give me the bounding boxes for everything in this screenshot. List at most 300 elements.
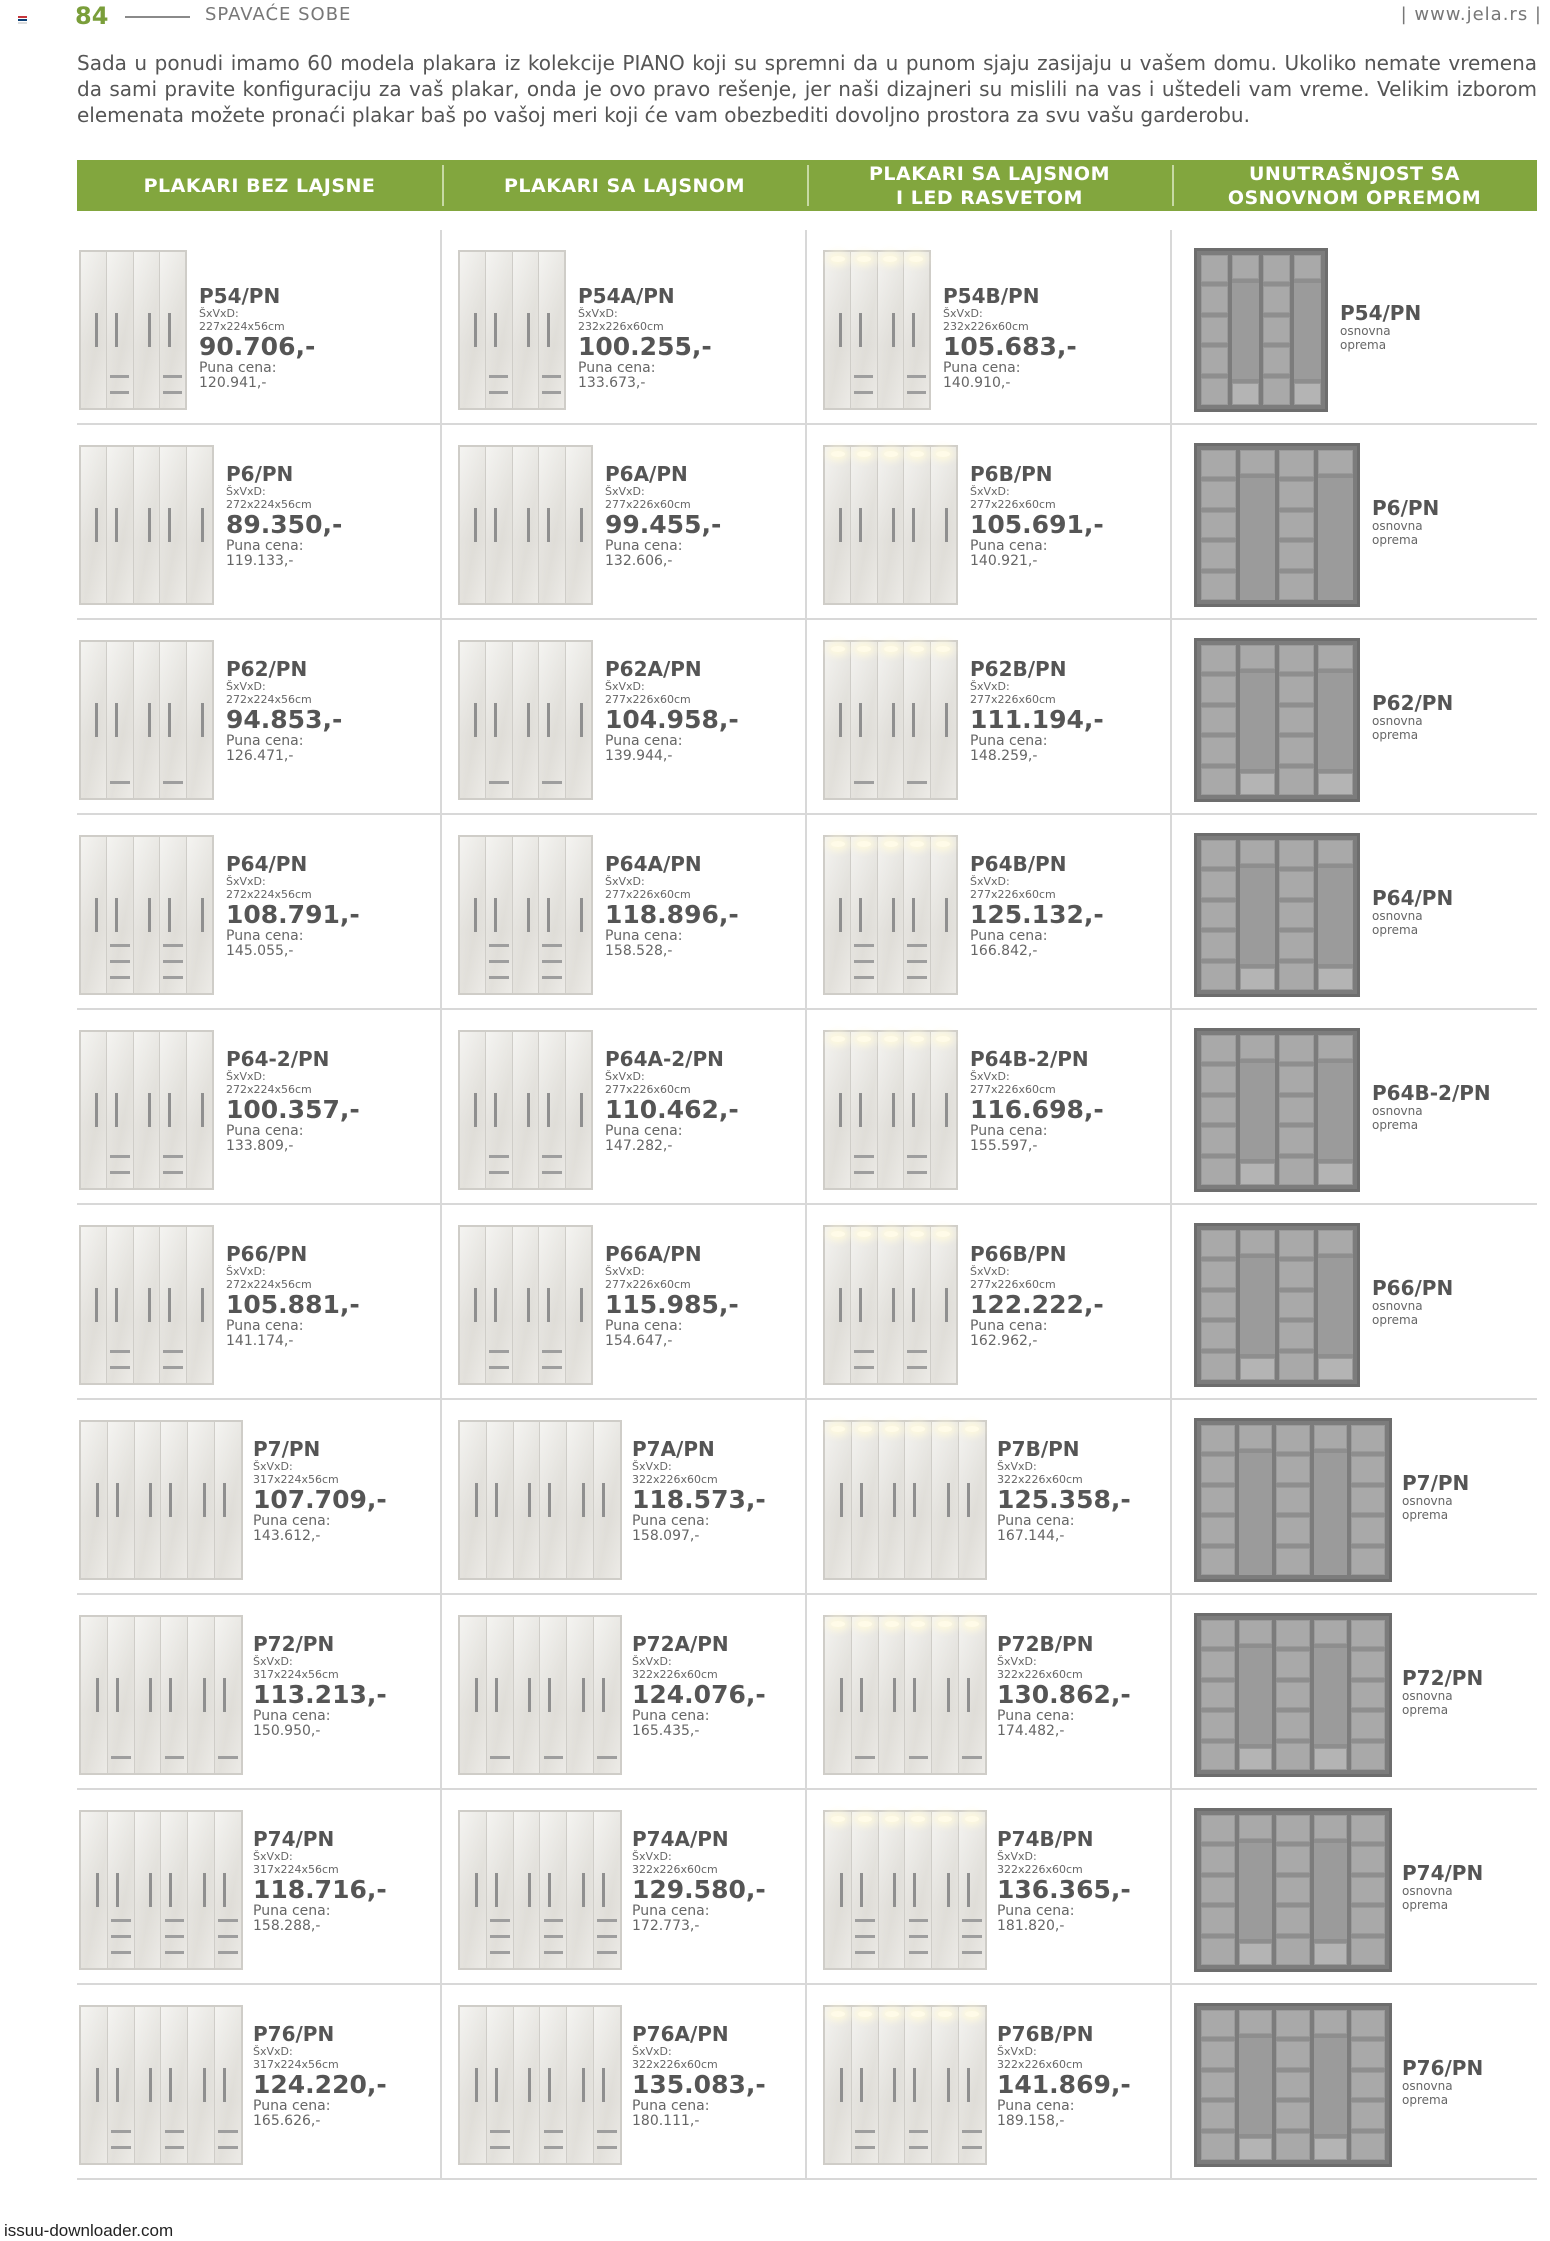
shelf: [1276, 1620, 1310, 1647]
wardrobe-door: [108, 1812, 135, 1968]
shelf: [1351, 1651, 1385, 1678]
led-light-icon: [858, 1621, 872, 1627]
drawer-handle: [855, 2130, 875, 2133]
drawer: [1240, 1163, 1275, 1185]
door-handle: [474, 313, 477, 347]
door-handle: [169, 2068, 172, 2102]
drawer-handle: [490, 1951, 510, 1954]
led-light-icon: [938, 1816, 952, 1822]
product-dimensions: 272x224x56cm: [226, 693, 312, 706]
wardrobe-door: [594, 1617, 620, 1773]
product-price: 100.255,-: [578, 332, 712, 361]
product-cell-led[interactable]: [807, 815, 1172, 1010]
shelf: [1276, 2102, 1310, 2129]
door-handle: [169, 1483, 172, 1517]
shelf-section: [1276, 1425, 1310, 1575]
wardrobe-door: [539, 1032, 565, 1188]
wardrobe-door: [566, 447, 591, 603]
shelf: [1201, 1261, 1236, 1288]
dims-label: ŠxVxD:: [226, 1265, 266, 1278]
drawer-handle: [110, 781, 129, 784]
door-handle: [967, 1678, 970, 1712]
product-cell-plain[interactable]: [77, 1595, 442, 1790]
shelf: [1201, 2010, 1235, 2037]
product-cell-interior[interactable]: [1172, 425, 1537, 620]
product-price: 99.455,-: [605, 510, 722, 539]
product-cell-interior[interactable]: [1172, 1205, 1537, 1400]
door-handle: [494, 1288, 497, 1322]
product-full-price: 181.820,-: [997, 1918, 1065, 1934]
product-cell-interior[interactable]: [1172, 620, 1537, 815]
drawer-handle: [544, 2146, 564, 2149]
drawer-handle: [490, 1756, 510, 1759]
drawer: [1318, 1358, 1353, 1380]
shelf: [1351, 1846, 1385, 1873]
interior-info: [1372, 1277, 1453, 1327]
door-handle: [580, 1093, 583, 1127]
shelf: [1279, 481, 1314, 508]
intro-paragraph: Sada u ponudi imamo 60 modela plakara iz kolekcije PIANO koji su spremni da u punom sjaju zasijaju u vašem domu. Ukoliko nemate vremena da sami pravite konfiguraciju za vaš plakar, onda je ovo pravo rešenje, jer naši dizajneri su mislili na vas i uštedeli vam vreme. Velikim izborom elemenata možete pronaći plakar baš po vašoj meri koji će vam obezbediti dovoljno prostora za svu vašu garderobu.: [77, 51, 1537, 127]
shelf: [1201, 255, 1228, 282]
hanging-section: [1314, 1620, 1348, 1770]
wardrobe-door: [825, 1227, 851, 1383]
product-price: 136.365,-: [997, 1875, 1131, 1904]
led-light-icon: [911, 1426, 925, 1432]
wardrobe-image: [823, 835, 958, 995]
wardrobe-door: [851, 837, 877, 993]
door-handle: [947, 2068, 950, 2102]
product-cell-plain[interactable]: [77, 1205, 442, 1400]
product-full-price: 148.259,-: [970, 748, 1038, 764]
product-cell-trim[interactable]: [442, 1205, 807, 1400]
drawer-handle: [962, 1951, 982, 1954]
wardrobe-door: [905, 1422, 932, 1578]
product-cell-trim[interactable]: [442, 1010, 807, 1205]
led-light-icon: [938, 1621, 952, 1627]
shelf: [1318, 1230, 1353, 1254]
shelf: [1351, 1456, 1385, 1483]
wardrobe-door: [566, 1227, 591, 1383]
door-handle: [95, 703, 98, 737]
product-code: P54B/PN: [943, 284, 1040, 308]
wardrobe-door: [959, 1617, 985, 1773]
drawer-handle: [489, 976, 508, 979]
hanging-section: [1314, 1425, 1348, 1575]
hanging-section: [1314, 1815, 1348, 1965]
shelf: [1279, 932, 1314, 959]
interior-image: [1194, 2003, 1392, 2167]
product-price: 118.573,-: [632, 1485, 766, 1514]
product-cell-interior[interactable]: [1172, 1400, 1537, 1595]
wardrobe-door: [108, 2007, 135, 2163]
product-price: 118.896,-: [605, 900, 739, 929]
wardrobe-door: [107, 837, 133, 993]
shelf: [1351, 2102, 1385, 2129]
product-info: [970, 1243, 1104, 1349]
shelf: [1351, 2041, 1385, 2068]
drawer-handle: [163, 781, 182, 784]
dims-label: ŠxVxD:: [943, 307, 983, 320]
wardrobe-door: [81, 1032, 107, 1188]
wardrobe-door: [540, 1422, 567, 1578]
door-handle: [474, 898, 477, 932]
wardrobe-door: [539, 252, 564, 408]
wardrobe-image: [823, 1225, 958, 1385]
equipment-label: osnovna: [1372, 1104, 1423, 1118]
door-handle: [169, 1678, 172, 1712]
door-handle: [892, 313, 895, 347]
shelf: [1314, 1620, 1348, 1644]
shelf: [1279, 645, 1314, 672]
equipment-label: oprema: [1340, 338, 1387, 352]
interior-image: [1194, 638, 1360, 802]
door-handle: [495, 1483, 498, 1517]
page-header: [0, 0, 1550, 40]
led-light-icon: [936, 841, 950, 847]
drawer: [1240, 968, 1275, 990]
shelf: [1239, 1815, 1273, 1839]
full-price-label: Puna cena:: [997, 1708, 1075, 1724]
dims-label: ŠxVxD:: [997, 1460, 1037, 1473]
door-handle: [892, 703, 895, 737]
shelf: [1276, 1456, 1310, 1483]
door-handle: [475, 1483, 478, 1517]
drawer-handle: [907, 944, 926, 947]
shelf: [1314, 1425, 1348, 1449]
door-handle: [947, 1483, 950, 1517]
product-full-price: 180.111,-: [632, 2113, 700, 2129]
wardrobe-door: [905, 1617, 932, 1773]
product-cell-interior[interactable]: [1172, 1790, 1537, 1985]
product-cell-interior[interactable]: [1172, 1985, 1537, 2180]
drawer-handle: [490, 2146, 510, 2149]
shelf: [1263, 317, 1290, 344]
product-cell-led[interactable]: [807, 1205, 1172, 1400]
led-light-icon: [831, 1231, 845, 1237]
door-handle: [495, 2068, 498, 2102]
door-handle: [582, 2068, 585, 2102]
product-cell-trim[interactable]: [442, 1400, 807, 1595]
shelf: [1279, 1353, 1314, 1380]
wardrobe-door: [851, 1227, 877, 1383]
product-price: 107.709,-: [253, 1485, 387, 1514]
shelf: [1201, 1815, 1235, 1842]
product-cell-plain[interactable]: [77, 425, 442, 620]
wardrobe-door: [460, 1617, 487, 1773]
wardrobe-door: [187, 837, 212, 993]
shelf: [1201, 1425, 1235, 1452]
door-handle: [859, 898, 862, 932]
full-price-label: Puna cena:: [605, 733, 683, 749]
led-light-icon: [965, 1621, 979, 1627]
interior-info: [1402, 2057, 1483, 2107]
wardrobe-door: [513, 1227, 539, 1383]
door-handle: [913, 2068, 916, 2102]
door-handle: [168, 1288, 171, 1322]
hanging-rail: [1314, 1648, 1348, 1744]
product-price: 124.220,-: [253, 2070, 387, 2099]
equipment-label: osnovna: [1402, 2079, 1453, 2093]
door-handle: [223, 2068, 226, 2102]
equipment-label: oprema: [1372, 1313, 1419, 1327]
wardrobe-door: [539, 837, 565, 993]
product-code: P6B/PN: [970, 462, 1053, 486]
product-price: 90.706,-: [199, 332, 316, 361]
product-cell-led[interactable]: [807, 1595, 1172, 1790]
drawer-handle: [218, 1951, 238, 1954]
product-full-price: 141.174,-: [226, 1333, 294, 1349]
shelf: [1351, 1907, 1385, 1934]
product-price: 135.083,-: [632, 2070, 766, 2099]
product-full-price: 120.941,-: [199, 375, 267, 391]
led-light-icon: [884, 646, 898, 652]
shelf: [1201, 1353, 1236, 1380]
wardrobe-door: [135, 1812, 162, 1968]
product-cell-trim[interactable]: [442, 1595, 807, 1790]
door-handle: [169, 1873, 172, 1907]
product-info: [943, 285, 1077, 391]
interior-code: P64B-2/PN: [1372, 1081, 1491, 1105]
site-url[interactable]: | www.jela.rs |: [1400, 4, 1542, 25]
product-cell-led[interactable]: [807, 425, 1172, 620]
product-info: [253, 2023, 387, 2129]
door-handle: [115, 313, 118, 347]
led-light-icon: [831, 1036, 845, 1042]
product-full-price: 119.133,-: [226, 553, 294, 569]
door-handle: [547, 313, 550, 347]
shelf: [1314, 2010, 1348, 2034]
product-dimensions: 232x226x60cm: [578, 320, 664, 333]
product-dimensions: 317x224x56cm: [253, 1668, 339, 1681]
door-handle: [148, 313, 151, 347]
product-cell-trim[interactable]: [442, 425, 807, 620]
shelf: [1201, 512, 1236, 539]
equipment-label: oprema: [1372, 533, 1419, 547]
product-cell-led[interactable]: [807, 1985, 1172, 2180]
product-price: 116.698,-: [970, 1095, 1104, 1124]
shelf: [1201, 645, 1236, 672]
shelf: [1201, 1097, 1236, 1124]
product-cell-trim[interactable]: [442, 230, 807, 425]
drawer-handle: [854, 1171, 873, 1174]
equipment-label: oprema: [1402, 1898, 1449, 1912]
door-handle: [527, 703, 530, 737]
full-price-label: Puna cena:: [970, 733, 1048, 749]
product-cell-plain[interactable]: [77, 230, 442, 425]
interior-info: [1402, 1472, 1469, 1522]
shelf-section: [1201, 2010, 1235, 2160]
product-cell-led[interactable]: [807, 1010, 1172, 1205]
wardrobe-door: [134, 252, 160, 408]
full-price-label: Puna cena:: [605, 1318, 683, 1334]
hanging-section: [1240, 450, 1275, 600]
shelf: [1351, 1487, 1385, 1514]
wardrobe-door: [932, 1422, 959, 1578]
shelf: [1279, 1322, 1314, 1349]
product-full-price: 126.471,-: [226, 748, 294, 764]
drawer-handle: [854, 960, 873, 963]
drawer-handle: [855, 1919, 875, 1922]
wardrobe-door: [904, 252, 929, 408]
door-handle: [149, 1483, 152, 1517]
wardrobe-door: [852, 2007, 879, 2163]
wardrobe-image: [79, 250, 187, 410]
product-cell-trim[interactable]: [442, 620, 807, 815]
product-cell-interior[interactable]: [1172, 230, 1537, 425]
product-cell-led[interactable]: [807, 1400, 1172, 1595]
led-light-icon: [858, 1816, 872, 1822]
door-handle: [892, 1288, 895, 1322]
product-code: P64A-2/PN: [605, 1047, 724, 1071]
product-info: [997, 1438, 1131, 1544]
wardrobe-image: [79, 1810, 243, 1970]
drawer-handle: [542, 944, 561, 947]
door-handle: [116, 1678, 119, 1712]
product-cell-trim[interactable]: [442, 1790, 807, 1985]
shelf: [1276, 1712, 1310, 1739]
drawer: [1318, 968, 1353, 990]
wardrobe-door: [851, 642, 877, 798]
product-info: [632, 1828, 766, 1934]
hanging-section: [1318, 840, 1353, 990]
product-cell-interior[interactable]: [1172, 1010, 1537, 1205]
product-grid: [77, 230, 1537, 2180]
product-cell-plain[interactable]: [77, 815, 442, 1010]
drawer: [1314, 2138, 1348, 2160]
drawer-handle: [544, 1935, 564, 1938]
product-cell-trim[interactable]: [442, 815, 807, 1010]
product-code: P72A/PN: [632, 1632, 729, 1656]
product-cell-led[interactable]: [807, 230, 1172, 425]
wardrobe-door: [460, 1227, 486, 1383]
wardrobe-door: [486, 1032, 512, 1188]
product-code: P66A/PN: [605, 1242, 702, 1266]
wardrobe-door: [931, 1227, 956, 1383]
equipment-label: oprema: [1372, 728, 1419, 742]
shelf-section: [1201, 1230, 1236, 1380]
door-handle: [840, 1873, 843, 1907]
equipment-label: oprema: [1402, 2093, 1449, 2107]
product-full-price: 145.055,-: [226, 943, 294, 959]
hanging-section: [1239, 2010, 1273, 2160]
hanging-rail: [1239, 1843, 1273, 1939]
drawer-handle: [907, 1366, 926, 1369]
door-handle: [494, 508, 497, 542]
product-cell-plain[interactable]: [77, 1985, 442, 2180]
product-cell-led[interactable]: [807, 620, 1172, 815]
wardrobe-image: [823, 445, 958, 605]
shelf: [1201, 1620, 1235, 1647]
door-handle: [168, 703, 171, 737]
drawer-handle: [489, 375, 508, 378]
hanging-section: [1239, 1620, 1273, 1770]
door-handle: [859, 703, 862, 737]
wardrobe-door: [825, 1032, 851, 1188]
drawer-handle: [907, 976, 926, 979]
product-dimensions: 277x226x60cm: [970, 888, 1056, 901]
wardrobe-door: [904, 642, 930, 798]
full-price-label: Puna cena:: [632, 1903, 710, 1919]
shelf: [1201, 450, 1236, 477]
wardrobe-door: [460, 642, 486, 798]
shelf: [1201, 840, 1236, 867]
drawer-handle: [597, 2130, 617, 2133]
drawer-handle: [542, 976, 561, 979]
drawer-handle: [909, 1935, 929, 1938]
wardrobe-door: [567, 2007, 594, 2163]
product-info: [632, 1633, 766, 1739]
door-handle: [474, 1093, 477, 1127]
full-price-label: Puna cena:: [253, 2098, 331, 2114]
led-light-icon: [831, 2011, 845, 2017]
drawer-handle: [854, 944, 873, 947]
product-cell-interior[interactable]: [1172, 815, 1537, 1010]
door-handle: [859, 508, 862, 542]
door-handle: [912, 313, 915, 347]
door-handle: [892, 898, 895, 932]
door-handle: [203, 1483, 206, 1517]
dims-label: ŠxVxD:: [997, 1655, 1037, 1668]
product-cell-led[interactable]: [807, 1790, 1172, 1985]
dims-label: ŠxVxD:: [997, 1850, 1037, 1863]
door-handle: [201, 898, 204, 932]
wardrobe-door: [513, 642, 539, 798]
door-handle: [839, 1093, 842, 1127]
wardrobe-image: [458, 1225, 593, 1385]
product-price: 105.881,-: [226, 1290, 360, 1319]
wardrobe-image: [823, 1615, 987, 1775]
shelf: [1276, 1651, 1310, 1678]
wardrobe-door: [904, 447, 930, 603]
shelf: [1276, 1425, 1310, 1452]
product-cell-trim[interactable]: [442, 1985, 807, 2180]
drawer-handle: [489, 960, 508, 963]
hanging-rail: [1314, 1453, 1348, 1575]
door-handle: [840, 2068, 843, 2102]
door-handle: [201, 1288, 204, 1322]
shelf: [1279, 840, 1314, 867]
wardrobe-door: [81, 1227, 107, 1383]
hanging-rail: [1239, 2038, 1273, 2134]
shelf-section: [1201, 450, 1236, 600]
shelf: [1276, 1682, 1310, 1709]
product-cell-plain[interactable]: [77, 1010, 442, 1205]
product-cell-interior[interactable]: [1172, 1595, 1537, 1790]
wardrobe-door: [188, 1422, 215, 1578]
door-handle: [839, 313, 842, 347]
wardrobe-image: [823, 640, 958, 800]
wardrobe-door: [825, 447, 851, 603]
wardrobe-door: [107, 447, 133, 603]
shelf: [1279, 1127, 1314, 1154]
product-cell-plain[interactable]: [77, 1790, 442, 1985]
shelf-section: [1201, 1815, 1235, 1965]
shelf: [1201, 963, 1236, 990]
shelf: [1239, 1425, 1273, 1449]
drawer-handle: [907, 1350, 926, 1353]
led-light-icon: [885, 1426, 899, 1432]
drawer-handle: [163, 944, 182, 947]
hanging-section: [1240, 1035, 1275, 1185]
door-handle: [149, 1873, 152, 1907]
product-cell-plain[interactable]: [77, 1400, 442, 1595]
product-cell-plain[interactable]: [77, 620, 442, 815]
shelf: [1201, 1322, 1236, 1349]
shelf-section: [1279, 1035, 1314, 1185]
shelf: [1201, 1487, 1235, 1514]
drawer-handle: [909, 1756, 929, 1759]
door-handle: [860, 1483, 863, 1517]
